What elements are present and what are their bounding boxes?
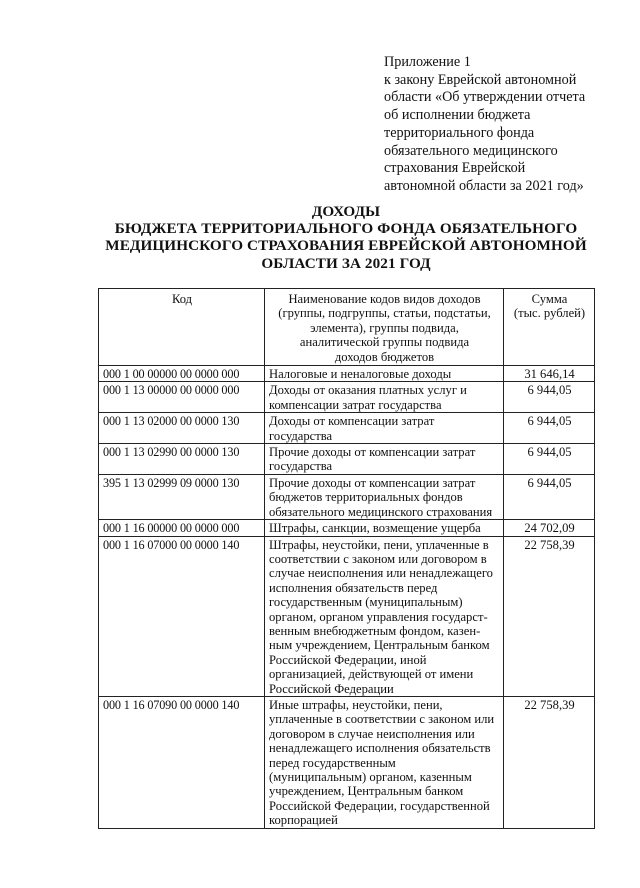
cell-line: Доходы от компенсации затрат (269, 414, 435, 429)
cell-line: Сумма (531, 292, 568, 306)
table-header-row (99, 289, 595, 366)
income-sum: 6 944,05 (504, 474, 595, 519)
header-code: Код (99, 289, 265, 366)
cell-line: Штрафы, неустойки, пени, уплаченные в (269, 537, 489, 552)
income-sum: 6 944,05 (504, 382, 595, 413)
income-sum: 22 758,39 (504, 696, 595, 828)
cell-line: перед государственным (269, 755, 396, 770)
table-body (99, 366, 595, 829)
income-name (265, 536, 504, 696)
table-row (99, 520, 595, 536)
appendix-line: обязательного медицинского (384, 142, 558, 159)
cell-line: (тыс. рублей) (513, 306, 586, 321)
cell-line: венным внебюджетным фондом, казен- (269, 623, 481, 638)
appendix-line: автономной области за 2021 год» (384, 177, 584, 194)
appendix-line: Приложение 1 (384, 54, 471, 70)
header-name (265, 289, 504, 366)
table-row (99, 536, 595, 696)
income-code: 000 1 13 00000 00 0000 000 (99, 382, 265, 413)
cell-line: Российской Федерации, государственной (269, 798, 490, 813)
cell-line: учреждением, Центральным банком (269, 784, 464, 799)
appendix-line: к закону Еврейской автономной (384, 71, 577, 88)
cell-line: (муниципальным) органом, казенным (269, 770, 472, 784)
cell-line: аналитической группы подвида (299, 335, 470, 350)
title-line: БЮДЖЕТА ТЕРРИТОРИАЛЬНОГО ФОНДА ОБЯЗАТЕЛЬНОГО (114, 220, 578, 238)
cell-line: Наименование кодов видов доходов (288, 292, 481, 306)
income-code: 000 1 13 02000 00 0000 130 (99, 413, 265, 444)
income-name (265, 444, 504, 475)
cell-line: Иные штрафы, неустойки, пени, (269, 697, 443, 712)
income-table (98, 288, 595, 829)
cell-line: Налоговые и неналоговые доходы (269, 367, 452, 382)
cell-line: Прочие доходы от компенсации затрат (269, 475, 476, 490)
cell-line: ненадлежащего исполнения обязательств (269, 741, 491, 756)
income-code: 000 1 16 07090 00 0000 140 (99, 696, 265, 828)
income-name (265, 413, 504, 444)
income-sum: 6 944,05 (504, 444, 595, 475)
cell-line: уплаченные в соответствии с законом или (269, 712, 495, 727)
cell-line: государства (269, 428, 333, 443)
income-code: 000 1 16 00000 00 0000 000 (99, 520, 265, 536)
cell-line: Российской Федерации, иной (269, 652, 427, 667)
cell-line: организацией, действующей от имени (269, 667, 474, 682)
income-name (265, 696, 504, 828)
income-sum: 31 646,14 (504, 366, 595, 382)
cell-line: Доходы от оказания платных услуг и (269, 383, 467, 398)
cell-line: государственным (муниципальным) (269, 595, 463, 610)
cell-line: бюджетов территориальных фондов (269, 490, 463, 505)
table-row (99, 413, 595, 444)
income-sum: 22 758,39 (504, 536, 595, 696)
appendix-line: об исполнении бюджета (384, 107, 531, 124)
income-code: 000 1 13 02990 00 0000 130 (99, 444, 265, 475)
title-line: ДОХОДЫ (311, 203, 381, 220)
income-code: 000 1 00 00000 00 0000 000 (99, 366, 265, 382)
income-code: 000 1 16 07000 00 0000 140 (99, 536, 265, 696)
header-sum (504, 289, 595, 366)
appendix-line: области «Об утверждении отчета (384, 89, 586, 106)
appendix-line: страхования Еврейской (384, 160, 526, 177)
cell-line: исполнения обязательств перед (269, 580, 438, 595)
cell-line: соответствии с законом или договором в (269, 551, 487, 566)
cell-line: договором в случае неисполнения или (269, 726, 475, 741)
cell-line: (группы, подгруппы, статьи, подстатьи, (278, 306, 491, 321)
cell-line: доходов бюджетов (334, 349, 435, 364)
title-line: МЕДИЦИНСКОГО СТРАХОВАНИЯ ЕВРЕЙСКОЙ АВТОНОМНОЙ (105, 237, 587, 255)
cell-line: ным учреждением, Центральным банком (269, 638, 490, 653)
income-name (265, 366, 504, 382)
table-row (99, 444, 595, 475)
table-row (99, 474, 595, 519)
cell-line: органом, органом управления государст- (269, 609, 488, 624)
income-sum: 24 702,09 (504, 520, 595, 536)
income-code: 395 1 13 02999 09 0000 130 (99, 474, 265, 519)
cell-line: компенсации затрат государства (269, 397, 442, 412)
cell-line: Прочие доходы от компенсации затрат (269, 445, 476, 460)
income-name (265, 520, 504, 536)
cell-line: обязательного медицинского страхования (269, 504, 493, 519)
table-row (99, 366, 595, 382)
table-row (99, 696, 595, 828)
income-name (265, 474, 504, 519)
cell-line: элемента), группы подвида, (310, 320, 459, 335)
cell-line: Штрафы, санкции, возмещение ущерба (269, 521, 481, 536)
appendix-line: территориального фонда (384, 124, 535, 141)
income-sum: 6 944,05 (504, 413, 595, 444)
title-line: ОБЛАСТИ ЗА 2021 ГОД (261, 254, 431, 272)
document-title (96, 203, 596, 272)
income-name (265, 382, 504, 413)
table-row (99, 382, 595, 413)
appendix-note (384, 54, 624, 196)
cell-line: корпорацией (269, 813, 338, 828)
cell-line: Российской Федерации (269, 681, 394, 696)
cell-line: государства (269, 459, 333, 474)
cell-line: случае неисполнения или ненадлежащего (269, 566, 493, 581)
